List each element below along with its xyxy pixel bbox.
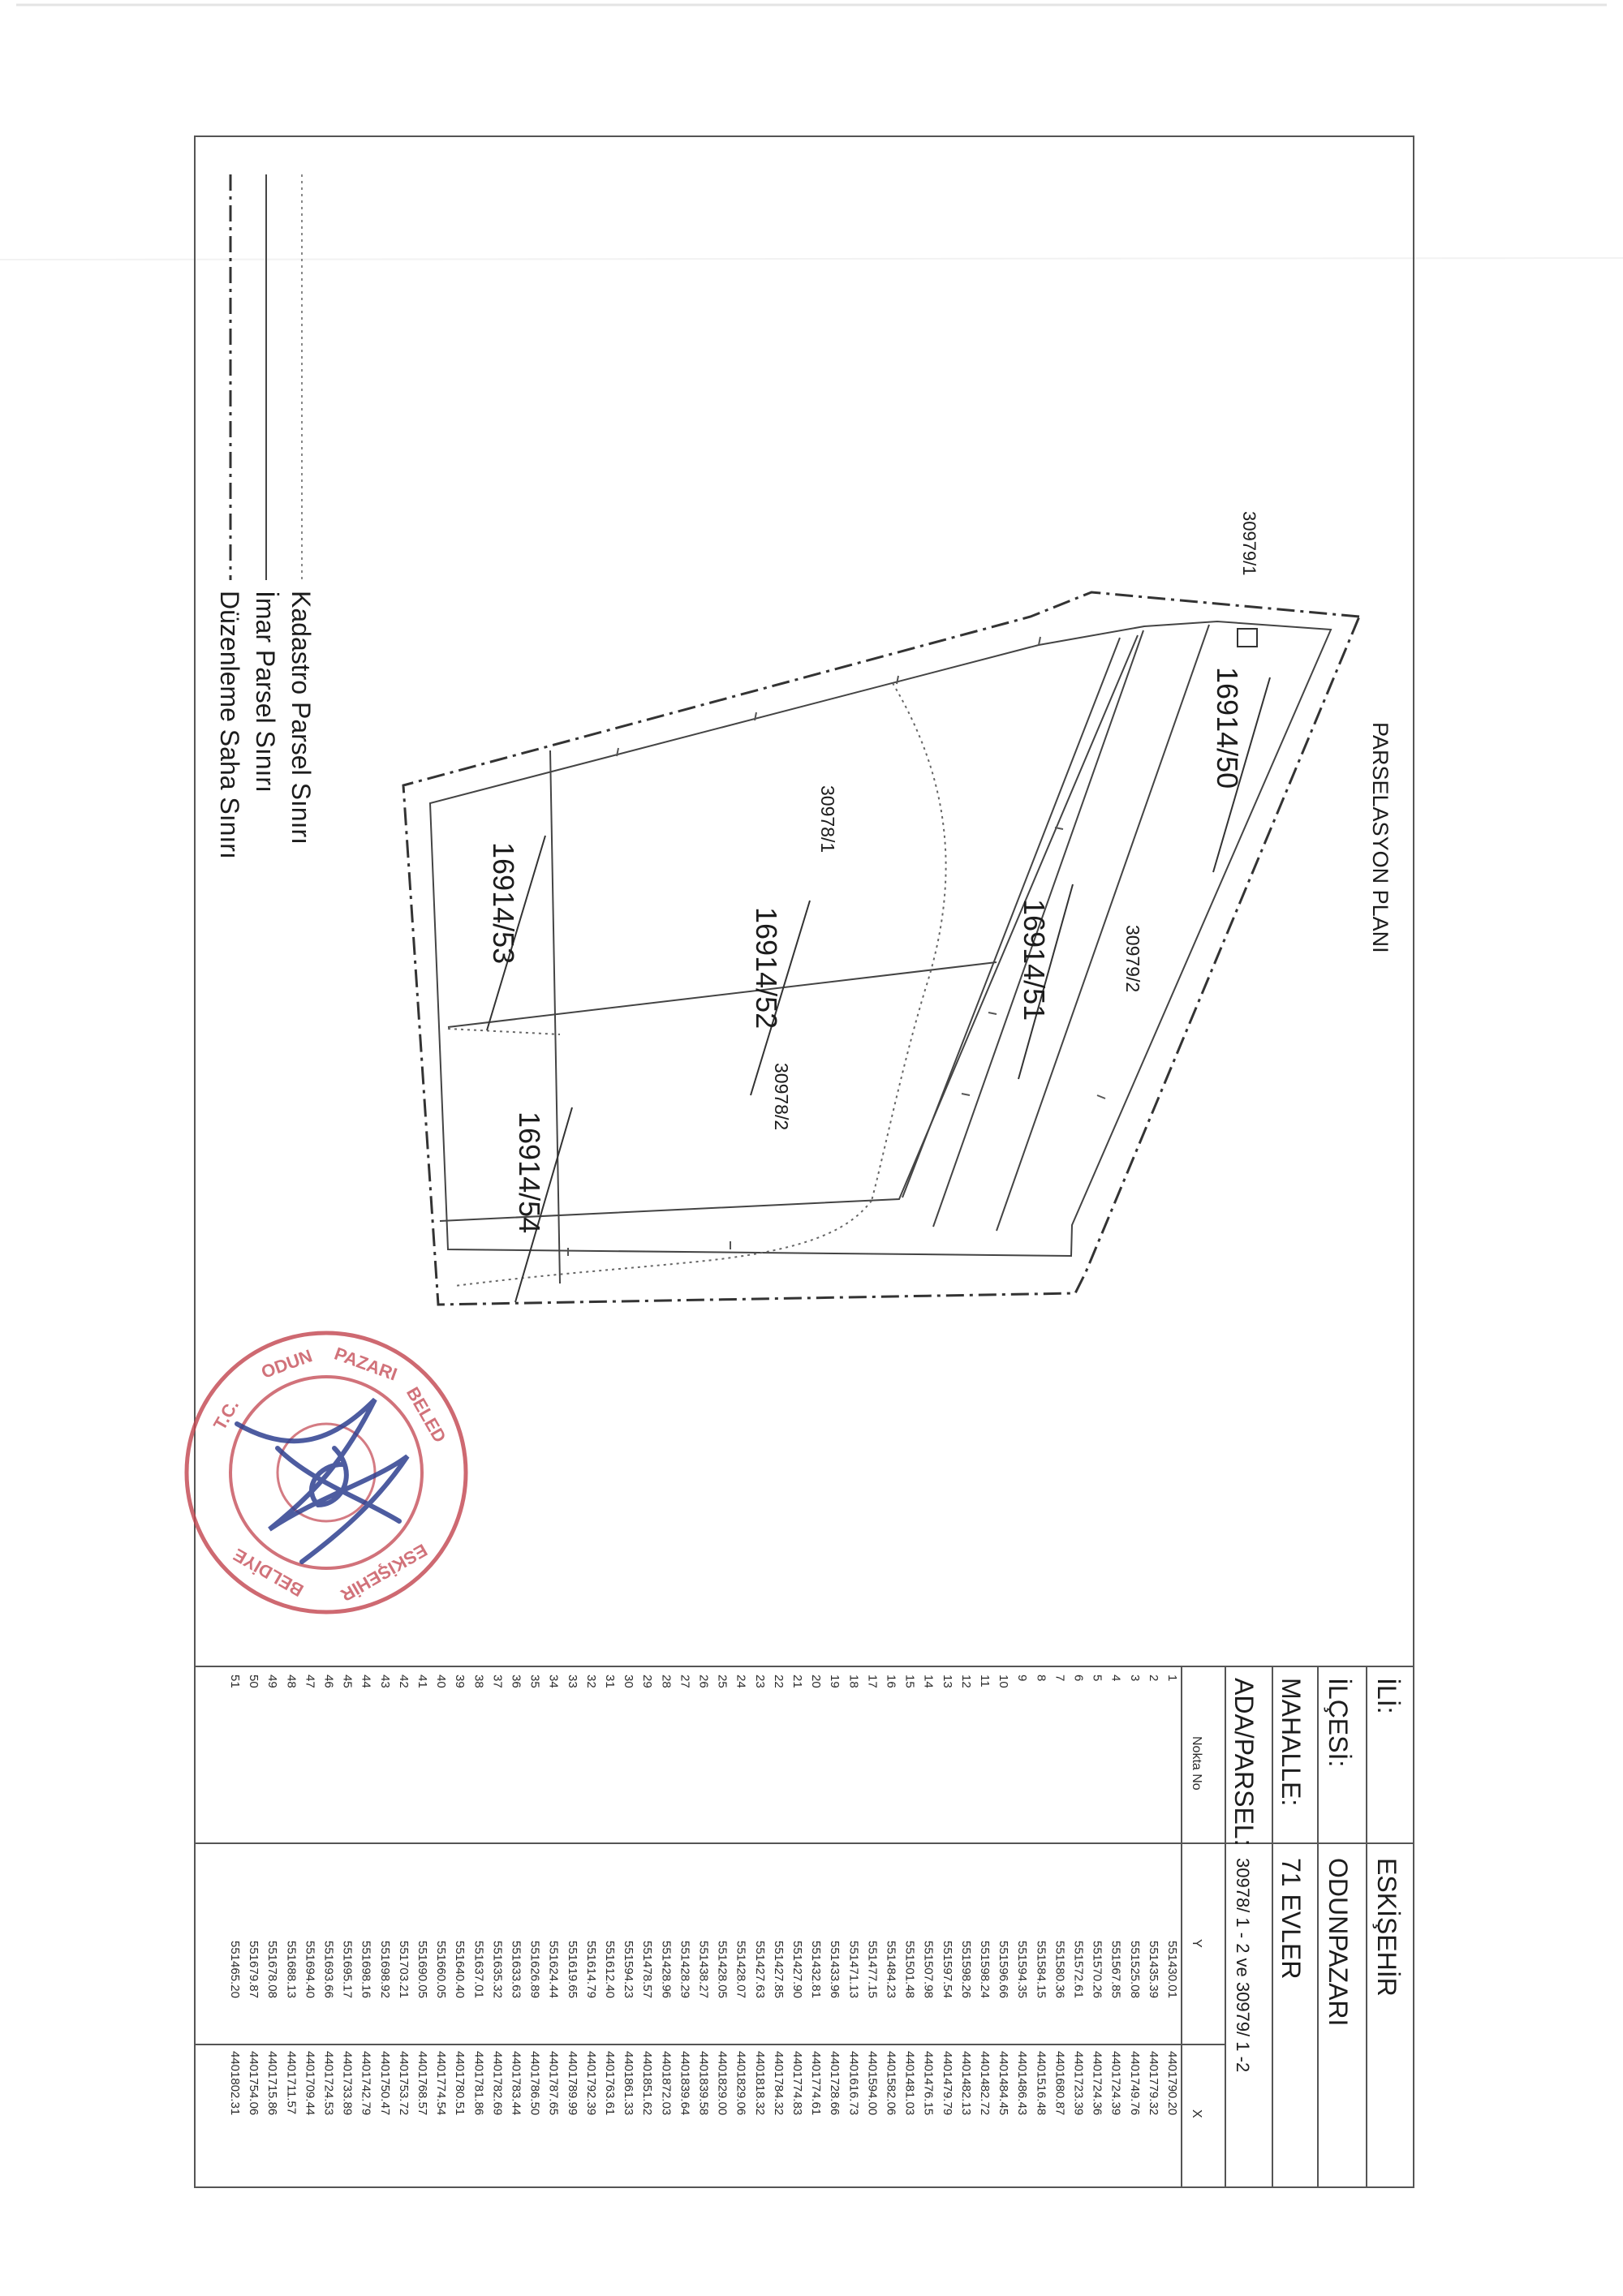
svg-text:T.C.: T.C. [209, 1395, 243, 1434]
row-x: 4401768.57 [415, 2051, 429, 2116]
row-x: 4401779.32 [1146, 2051, 1160, 2116]
label-cadastral-30978-2: 30978/2 [771, 1063, 792, 1131]
row-x: 4401763.61 [603, 2051, 617, 2116]
row-nokta: 1 [1165, 1675, 1179, 1682]
row-y: 551690.05 [415, 1941, 429, 1998]
row-y: 551465.20 [228, 1941, 242, 1998]
row-nokta: 28 [659, 1675, 674, 1688]
row-x: 4401839.64 [678, 2051, 692, 2116]
row-nokta: 23 [752, 1675, 767, 1688]
row-y: 551619.65 [565, 1941, 579, 1998]
row-x: 4401616.73 [846, 2051, 861, 2116]
row-y: 551477.15 [865, 1941, 880, 1998]
row-y: 551635.32 [490, 1941, 505, 1998]
row-y: 551580.36 [1053, 1941, 1067, 1998]
svg-text:ODUN: ODUN [258, 1345, 315, 1382]
row-y: 551598.26 [958, 1941, 973, 1998]
row-x: 4401482.72 [978, 2051, 992, 2116]
row-x: 4401723.39 [1071, 2051, 1086, 2116]
row-nokta: 9 [1015, 1675, 1030, 1682]
row-y: 551660.05 [434, 1941, 449, 1998]
row-x: 4401829.00 [715, 2051, 730, 2116]
row-x: 4401782.69 [490, 2051, 505, 2116]
row-x: 4401781.86 [471, 2051, 486, 2116]
plan-title: PARSELASYON PLANI [1368, 722, 1393, 953]
mahalle-label: MAHALLE: [1276, 1678, 1306, 1807]
row-x: 4401818.32 [752, 2051, 767, 2116]
row-x: 4401787.65 [546, 2051, 561, 2116]
row-nokta: 49 [265, 1675, 280, 1688]
row-x: 4401724.53 [321, 2051, 336, 2116]
row-nokta: 24 [734, 1675, 748, 1688]
drawing-frame [195, 136, 1414, 2187]
row-nokta: 17 [865, 1675, 880, 1688]
row-nokta: 42 [396, 1675, 411, 1688]
row-nokta: 36 [509, 1675, 523, 1688]
row-y: 551596.66 [997, 1941, 1011, 1998]
label-parcel-16914-54: 16914/54 [513, 1111, 546, 1234]
info-block [1229, 1678, 1401, 2072]
row-y: 551427.90 [790, 1941, 804, 1998]
row-nokta: 20 [809, 1675, 824, 1688]
row-y: 551698.16 [359, 1941, 373, 1998]
row-x: 4401479.79 [940, 2051, 954, 2116]
row-x: 4401851.62 [640, 2051, 655, 2116]
row-y: 551594.35 [1015, 1941, 1030, 1998]
row-nokta: 48 [284, 1675, 299, 1688]
row-y: 551698.92 [377, 1941, 392, 1998]
row-nokta: 39 [453, 1675, 467, 1688]
svg-text:BELED: BELED [402, 1383, 450, 1447]
label-parcel-16914-51: 16914/51 [1018, 899, 1051, 1021]
row-y: 551584.15 [1034, 1941, 1048, 1998]
row-y: 551626.89 [527, 1941, 542, 1998]
row-x: 4401774.83 [790, 2051, 804, 2116]
svg-text:BELDİYE: BELDİYE [230, 1544, 308, 1602]
row-x: 4401728.66 [828, 2051, 842, 2116]
svg-text:ESKİŞEHİR: ESKİŞEHİR [337, 1539, 431, 1606]
row-nokta: 11 [978, 1675, 992, 1688]
row-y: 551433.96 [828, 1941, 842, 1998]
row-x: 4401733.89 [340, 2051, 355, 2116]
legend-duzenleme: Düzenleme Saha Sınırı [215, 591, 244, 859]
row-nokta: 31 [603, 1675, 617, 1688]
row-x: 4401802.31 [228, 2051, 242, 2116]
row-nokta: 50 [247, 1675, 261, 1688]
row-x: 4401872.03 [659, 2051, 674, 2116]
row-x: 4401754.06 [247, 2051, 261, 2116]
row-nokta: 37 [490, 1675, 505, 1688]
row-x: 4401724.36 [1090, 2051, 1104, 2116]
row-y: 551428.96 [659, 1941, 674, 1998]
coordinate-table-header [1190, 1736, 1203, 2118]
row-y: 551428.05 [715, 1941, 730, 1998]
il-value: ESKİŞEHİR [1372, 1858, 1401, 1997]
row-nokta: 3 [1127, 1675, 1142, 1682]
row-nokta: 22 [771, 1675, 786, 1688]
row-nokta: 35 [527, 1675, 542, 1688]
row-y: 551478.57 [640, 1941, 655, 1998]
mahalle-value: 71 EVLER [1276, 1858, 1306, 1980]
row-x: 4401774.61 [809, 2051, 824, 2116]
row-x: 4401839.58 [696, 2051, 711, 2116]
row-x: 4401594.00 [865, 2051, 880, 2116]
legend-kadastro: Kadastro Parsel Sınırı [286, 591, 316, 845]
row-x: 4401742.79 [359, 2051, 373, 2116]
row-y: 551612.40 [603, 1941, 617, 1998]
official-stamp [187, 1333, 466, 1612]
row-y: 551471.13 [846, 1941, 861, 1998]
row-y: 551432.81 [809, 1941, 824, 1998]
row-x: 4401715.86 [265, 2051, 280, 2116]
row-nokta: 14 [921, 1675, 936, 1688]
plan-labels [487, 511, 1393, 1233]
row-nokta: 12 [958, 1675, 973, 1688]
row-nokta: 34 [546, 1675, 561, 1688]
row-x: 4401774.54 [434, 2051, 449, 2116]
row-x: 4401750.47 [377, 2051, 392, 2116]
row-y: 551570.26 [1090, 1941, 1104, 1998]
row-nokta: 30 [622, 1675, 636, 1688]
legend [215, 174, 316, 859]
row-nokta: 45 [340, 1675, 355, 1688]
row-nokta: 6 [1071, 1675, 1086, 1682]
row-x: 4401680.87 [1053, 2051, 1067, 2116]
row-nokta: 43 [377, 1675, 392, 1688]
row-nokta: 19 [828, 1675, 842, 1688]
row-x: 4401711.57 [284, 2051, 299, 2115]
zoning-boundary [430, 621, 1331, 1256]
svg-text:PAZARI: PAZARI [331, 1343, 400, 1385]
ada-value: 30978/ 1 - 2 ve 30979/ 1 -2 [1233, 1858, 1253, 2073]
row-nokta: 38 [471, 1675, 486, 1688]
row-nokta: 21 [790, 1675, 804, 1688]
row-nokta: 7 [1053, 1675, 1067, 1682]
row-x: 4401792.39 [583, 2051, 598, 2116]
header-y: Y [1190, 1939, 1203, 1948]
row-y: 551430.01 [1165, 1941, 1179, 1998]
row-y: 551484.23 [884, 1941, 898, 1998]
row-nokta: 18 [846, 1675, 861, 1688]
row-x: 4401476.15 [921, 2051, 936, 2116]
label-parcel-16914-53: 16914/53 [487, 842, 520, 965]
row-x: 4401786.50 [527, 2051, 542, 2116]
row-y: 551694.40 [303, 1941, 317, 1998]
row-x: 4401789.99 [565, 2051, 579, 2116]
label-parcel-16914-52: 16914/52 [750, 907, 783, 1030]
row-nokta: 47 [303, 1675, 317, 1688]
row-x: 4401724.39 [1109, 2051, 1123, 2116]
row-y: 551435.39 [1146, 1941, 1160, 1998]
row-nokta: 10 [997, 1675, 1011, 1688]
ada-label: ADA/PARSEL: [1229, 1678, 1259, 1847]
row-y: 551614.79 [583, 1941, 598, 1998]
row-y: 551597.54 [940, 1941, 954, 1998]
label-parcel-16914-50: 16914/50 [1211, 667, 1244, 789]
row-nokta: 13 [940, 1675, 954, 1688]
row-nokta: 27 [678, 1675, 692, 1688]
row-y: 551679.87 [247, 1941, 261, 1998]
legend-imar: İmar Parsel Sınırı [251, 591, 280, 793]
row-x: 4401709.44 [303, 2051, 317, 2116]
row-x: 4401790.20 [1165, 2051, 1179, 2116]
row-y: 551633.63 [509, 1941, 523, 1998]
ilce-label: İLÇESİ: [1324, 1678, 1353, 1768]
row-nokta: 2 [1146, 1675, 1160, 1682]
row-nokta: 16 [884, 1675, 898, 1688]
row-x: 4401582.06 [884, 2051, 898, 2116]
row-y: 551688.13 [284, 1941, 299, 1998]
row-nokta: 51 [228, 1675, 242, 1688]
row-y: 551501.48 [902, 1941, 917, 1998]
row-y: 551567.85 [1109, 1941, 1123, 1998]
row-x: 4401783.44 [509, 2051, 523, 2116]
row-nokta: 44 [359, 1675, 373, 1688]
row-y: 551598.24 [978, 1941, 992, 1998]
row-y: 551678.08 [265, 1941, 280, 1998]
row-x: 4401829.06 [734, 2051, 748, 2116]
row-nokta: 32 [583, 1675, 598, 1688]
header-x: X [1190, 2109, 1203, 2118]
label-cadastral-30978-1: 30978/1 [817, 785, 838, 853]
header-nokta: Nokta No [1190, 1736, 1203, 1791]
row-nokta: 41 [415, 1675, 429, 1688]
row-nokta: 33 [565, 1675, 579, 1688]
label-cadastral-30979-1: 30979/1 [1239, 511, 1259, 576]
row-y: 551438.27 [696, 1941, 711, 1998]
row-x: 4401481.03 [902, 2051, 917, 2116]
row-x: 4401780.51 [453, 2051, 467, 2116]
row-nokta: 46 [321, 1675, 336, 1688]
row-nokta: 5 [1090, 1675, 1104, 1682]
row-y: 551427.85 [771, 1941, 786, 1998]
row-y: 551703.21 [396, 1941, 411, 1998]
row-x: 4401482.13 [958, 2051, 973, 2116]
row-y: 551693.66 [321, 1941, 336, 1998]
row-x: 4401516.48 [1034, 2051, 1048, 2116]
row-nokta: 40 [434, 1675, 449, 1688]
il-label: İLİ: [1372, 1678, 1401, 1714]
row-x: 4401753.72 [396, 2051, 411, 2116]
ilce-value: ODUNPAZARI [1324, 1858, 1353, 2027]
row-y: 551525.08 [1127, 1941, 1142, 1998]
row-nokta: 15 [902, 1675, 917, 1688]
row-y: 551428.29 [678, 1941, 692, 1998]
row-x: 4401749.76 [1127, 2051, 1142, 2116]
label-cadastral-30979-2: 30979/2 [1122, 925, 1143, 993]
row-nokta: 25 [715, 1675, 730, 1688]
row-x: 4401486.43 [1015, 2051, 1030, 2116]
row-y: 551428.07 [734, 1941, 748, 1998]
row-y: 551427.63 [752, 1941, 767, 1998]
row-y: 551637.01 [471, 1941, 486, 1998]
row-y: 551507.98 [921, 1941, 936, 1998]
coordinate-table-rows [228, 1675, 1179, 2115]
row-nokta: 26 [696, 1675, 711, 1688]
row-y: 551695.17 [340, 1941, 355, 1998]
row-x: 4401784.32 [771, 2051, 786, 2116]
row-nokta: 4 [1109, 1675, 1123, 1682]
row-y: 551572.61 [1071, 1941, 1086, 1998]
row-x: 4401484.45 [997, 2051, 1011, 2116]
row-y: 551640.40 [453, 1941, 467, 1998]
row-nokta: 8 [1034, 1675, 1048, 1682]
row-nokta: 29 [640, 1675, 655, 1688]
row-y: 551624.44 [546, 1941, 561, 1998]
row-y: 551594.23 [622, 1941, 636, 1998]
row-x: 4401861.33 [622, 2051, 636, 2116]
